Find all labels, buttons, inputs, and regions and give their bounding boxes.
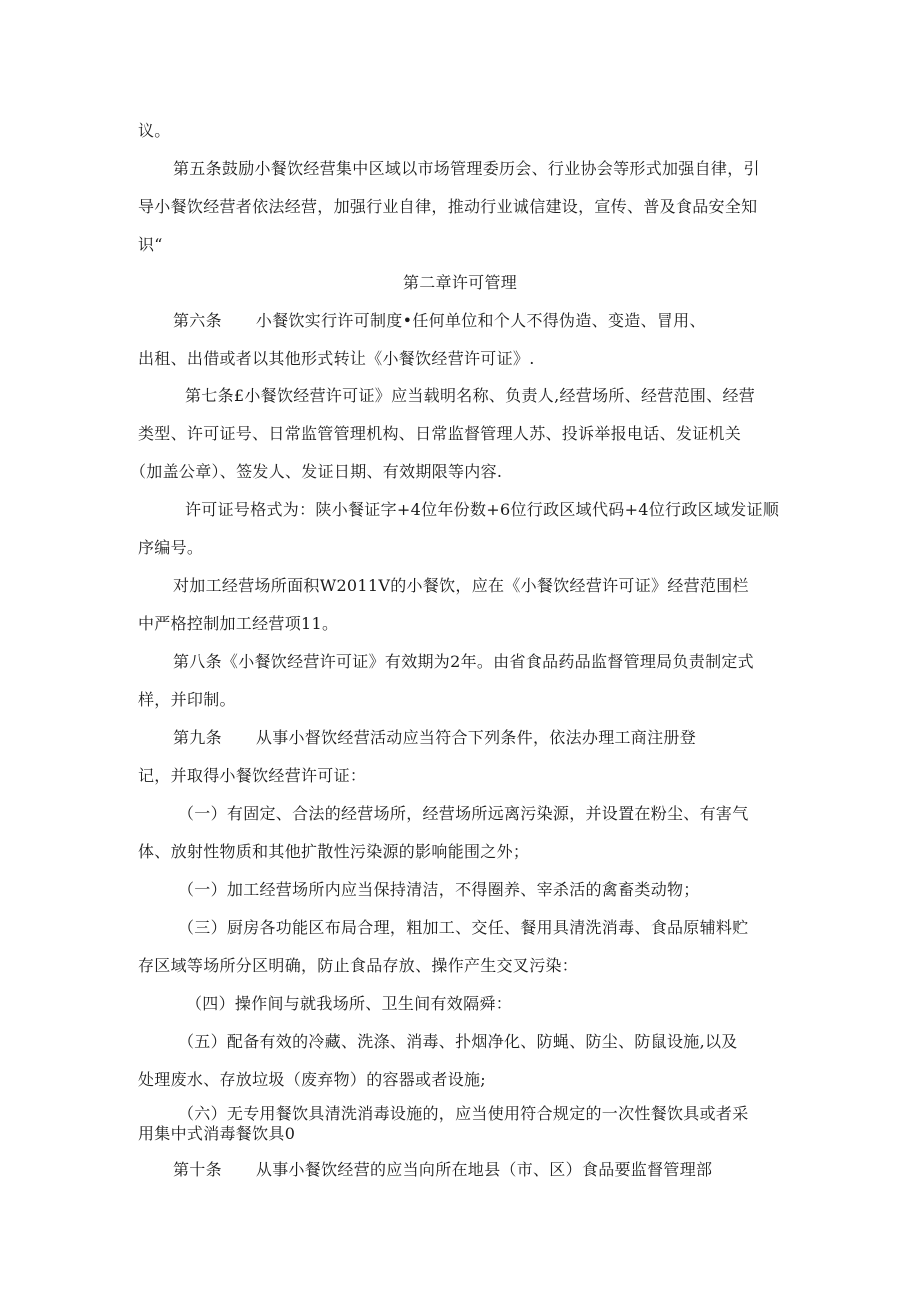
text-line: 第八条《小餐饮经营许可证》有效期为2年。由省食品药品监督管理局负责制定式 bbox=[173, 652, 754, 671]
text-line: 议。 bbox=[138, 121, 171, 140]
chapter-heading: 第二章许可管理 bbox=[402, 273, 518, 292]
text-line: 第五条鼓励小餐饮经营集中区域以市场管理委历会、行业协会等形式加强自律，引 bbox=[173, 159, 760, 178]
text-line: 记，并取得小餐饮经营许可证： bbox=[138, 766, 367, 785]
text-line: 第七条£小餐饮经营许可证》应当载明名称、负责人,经营场所、经营范围、经营 bbox=[185, 386, 756, 405]
text-line: 处理废水、存放垃圾（废弃物）的容器或者设施; bbox=[138, 1070, 486, 1089]
article-label: 第十条 bbox=[173, 1160, 222, 1179]
text-line: 类型、许可证号、日常监管管理机构、日常监督管理人苏、投诉举报电话、发证机关 bbox=[138, 424, 742, 443]
text-line: 出租、出借或者以其他形式转让《小餐饮经营许可证》. bbox=[138, 349, 535, 368]
article-line bbox=[173, 310, 706, 332]
text-line: 体、放射性物质和其他扩散性污染源的影响能围之外； bbox=[138, 842, 530, 861]
text-line: 用集中式消毒餐饮具0 bbox=[138, 1124, 296, 1143]
text-line: 许可证号格式为：陕小餐证字+4位年份数+6位行政区域代码+4位行政区域发证顺 bbox=[185, 500, 780, 519]
text-line: （五）配备有效的冷藏、洗涤、消毒、扑烟净化、防蝇、防尘、防鼠设施,以及 bbox=[178, 1032, 738, 1051]
article-line bbox=[173, 1159, 712, 1181]
text-line: （四）操作间与就我场所、卫生间有效隔舜： bbox=[186, 994, 513, 1013]
article-line bbox=[173, 727, 696, 749]
article-label: 第九条 bbox=[173, 728, 222, 747]
text-line: 导小餐饮经营者依法经营，加强行业自律，推动行业诚信建设，宣传、普及食品安全知 bbox=[138, 197, 758, 216]
text-line: 序编号。 bbox=[138, 538, 204, 557]
text-line: （六）无专用餐饮具清洗消毒设施的，应当使用符合规定的一次性餐饮具或者采 bbox=[178, 1104, 749, 1123]
text-line: （一）加工经营场所内应当保持清洁，不得圈养、宰杀活的禽畜类动物； bbox=[178, 880, 700, 899]
article-text: 从事小督饮经营活动应当符合下列条件，依法办理工商注册登 bbox=[255, 728, 697, 747]
article-label: 第六条 bbox=[173, 311, 222, 330]
text-line: （加盖公章）、签发人、发证日期、有效期限等内容. bbox=[130, 462, 503, 481]
text-line: 样，并印制。 bbox=[138, 690, 236, 709]
text-line: 识“ bbox=[138, 235, 163, 254]
text-line: （三）厨房各功能区布局合理，粗加工、交任、餐用具清洗消毒、食品原辅料贮 bbox=[178, 918, 749, 937]
article-text: 从事小餐饮经营的应当向所在地县（市、区）食品要监督管理部 bbox=[255, 1160, 713, 1179]
text-line: 存区域等场所分区明确，防止食品存放、操作产生交叉污染： bbox=[138, 956, 579, 975]
article-text: 小餐饮实行许可制度•任何单位和个人不得伪造、变造、冒用、 bbox=[255, 311, 706, 330]
text-line: （一）有固定、合法的经营场所，经营场所远离污染源，并设置在粉尘、有害气 bbox=[178, 804, 749, 823]
text-line: 中严格控制加工经营项11。 bbox=[138, 614, 339, 633]
text-line: 对加工经营场所面积W2011V的小餐饮，应在《小餐饮经营许可证》经营范围栏 bbox=[173, 576, 749, 595]
